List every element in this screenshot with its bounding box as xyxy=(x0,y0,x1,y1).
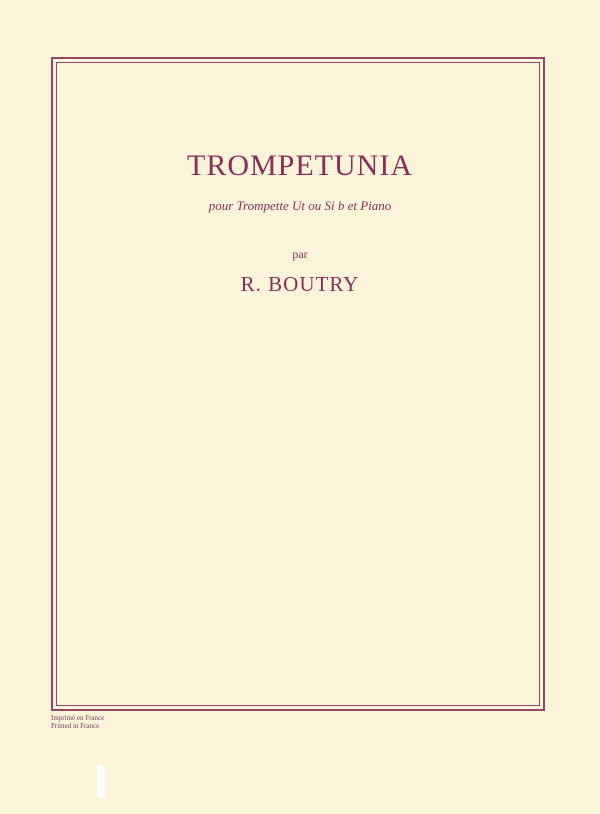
instrumentation-subtitle: pour Trompette Ut ou Si b et Piano xyxy=(208,198,392,213)
imprint-line-french: Imprimé en France xyxy=(51,714,105,722)
imprint-notice xyxy=(51,714,104,730)
by-label: par xyxy=(292,247,308,261)
imprint-line-english: Printed in France xyxy=(51,722,100,730)
white-label-sticker xyxy=(97,765,105,797)
work-title: TROMPETUNIA xyxy=(187,149,413,182)
composer-name: R. BOUTRY xyxy=(240,272,360,296)
